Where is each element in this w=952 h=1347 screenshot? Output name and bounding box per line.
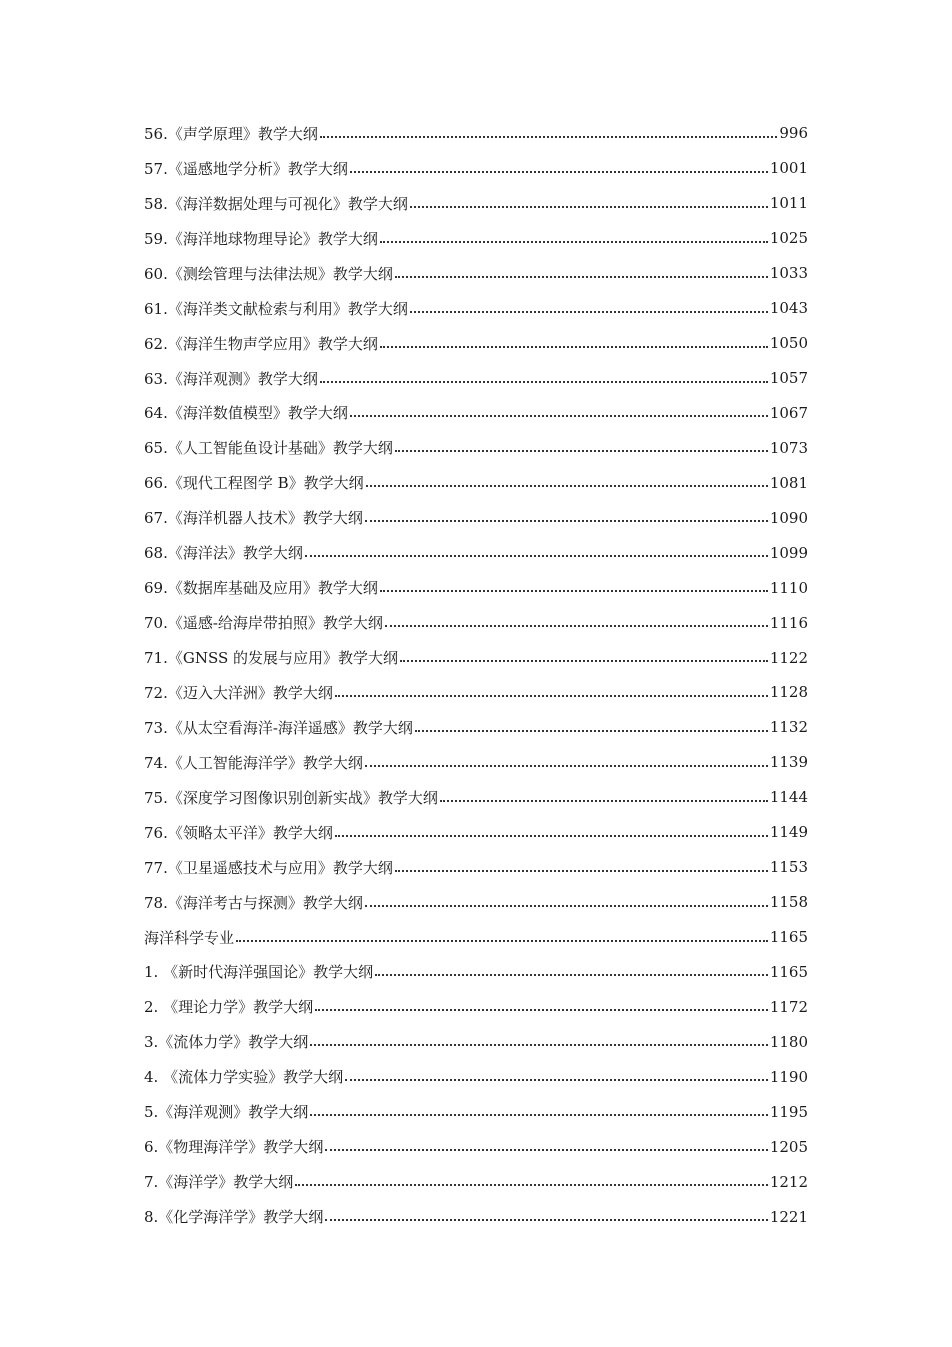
dot-leader [320, 366, 768, 383]
toc-entry-title: 5.《海洋观测》教学大纲 [144, 1103, 309, 1122]
toc-entry-page: 1139 [769, 753, 808, 772]
toc-entry-page: 1011 [769, 194, 808, 213]
toc-entry-title: 73.《从太空看海洋-海洋遥感》教学大纲 [144, 718, 413, 737]
toc-entry-page: 1001 [769, 159, 808, 178]
dot-leader [375, 959, 768, 976]
toc-entry-title: 6.《物理海洋学》教学大纲 [144, 1138, 324, 1157]
toc-entry-title: 77.《卫星遥感技术与应用》教学大纲 [144, 858, 393, 877]
toc-entry-page: 1165 [769, 928, 808, 947]
toc-entry[interactable] [144, 1199, 808, 1234]
toc-entry-title: 1. 《新时代海洋强国论》教学大纲 [144, 963, 374, 982]
toc-entry-page: 1099 [769, 543, 808, 562]
toc-entry-title: 61.《海洋类文献检索与利用》教学大纲 [144, 299, 408, 318]
toc-entry[interactable] [144, 116, 808, 151]
toc-entry[interactable] [144, 885, 808, 920]
toc-entry-title: 74.《人工智能海洋学》教学大纲 [144, 753, 363, 772]
dot-leader [385, 610, 768, 627]
toc-entry-title: 63.《海洋观测》教学大纲 [144, 369, 318, 388]
toc-entry-title: 7.《海洋学》教学大纲 [144, 1173, 294, 1192]
dot-leader [410, 191, 768, 208]
toc-entry[interactable] [144, 1094, 808, 1129]
toc-entry[interactable] [144, 396, 808, 431]
table-of-contents [144, 116, 808, 1234]
toc-entry[interactable] [144, 675, 808, 710]
dot-leader [325, 1204, 767, 1221]
toc-entry-page: 1195 [769, 1102, 808, 1121]
toc-entry-title: 62.《海洋生物声学应用》教学大纲 [144, 334, 378, 353]
toc-entry-title: 4. 《流体力学实验》教学大纲 [144, 1068, 344, 1087]
dot-leader [415, 715, 768, 732]
toc-entry[interactable] [144, 640, 808, 675]
dot-leader [395, 855, 768, 872]
toc-entry[interactable] [144, 151, 808, 186]
toc-entry[interactable] [144, 1059, 808, 1094]
toc-entry[interactable] [144, 291, 808, 326]
toc-entry[interactable] [144, 361, 808, 396]
toc-entry-title: 67.《海洋机器人技术》教学大纲 [144, 509, 363, 528]
dot-leader [305, 540, 768, 557]
dot-leader [440, 785, 768, 802]
toc-entry-title: 70.《遥感-给海岸带拍照》教学大纲 [144, 614, 383, 633]
toc-entry-page: 1172 [769, 997, 808, 1016]
dot-leader [310, 1099, 767, 1116]
toc-entry[interactable] [144, 850, 808, 885]
toc-entry-page: 1132 [769, 718, 808, 737]
toc-entry-page: 1205 [769, 1137, 808, 1156]
toc-entry[interactable] [144, 221, 808, 256]
toc-entry-title: 75.《深度学习图像识别创新实战》教学大纲 [144, 788, 438, 807]
toc-entry-page: 1025 [769, 229, 808, 248]
toc-entry-page: 1073 [769, 438, 808, 457]
dot-leader [236, 925, 768, 942]
toc-entry-page: 1180 [769, 1032, 808, 1051]
toc-entry-title: 71.《GNSS 的发展与应用》教学大纲 [144, 649, 399, 668]
dot-leader [315, 994, 768, 1011]
toc-entry[interactable] [144, 186, 808, 221]
toc-entry-title: 68.《海洋法》教学大纲 [144, 544, 303, 563]
toc-entry[interactable] [144, 535, 808, 570]
dot-leader [335, 820, 768, 837]
dot-leader [320, 121, 778, 138]
toc-entry[interactable] [144, 430, 808, 465]
dot-leader [395, 435, 768, 452]
toc-entry-page: 1153 [769, 858, 808, 877]
toc-entry[interactable] [144, 1129, 808, 1164]
toc-entry[interactable] [144, 989, 808, 1024]
toc-entry[interactable] [144, 815, 808, 850]
toc-entry[interactable] [144, 256, 808, 291]
toc-entry-page: 1033 [769, 264, 808, 283]
toc-entry-page: 1128 [769, 683, 808, 702]
dot-leader [365, 750, 768, 767]
toc-entry[interactable] [144, 465, 808, 500]
toc-entry[interactable] [144, 745, 808, 780]
toc-entry-page: 1050 [769, 334, 808, 353]
toc-entry-title: 78.《海洋考古与探测》教学大纲 [144, 893, 363, 912]
toc-entry[interactable] [144, 326, 808, 361]
toc-entry-page: 1057 [769, 369, 808, 388]
dot-leader [380, 575, 768, 592]
dot-leader [395, 261, 768, 278]
toc-entry-title: 8.《化学海洋学》教学大纲 [144, 1208, 324, 1227]
dot-leader [325, 1134, 767, 1151]
toc-entry-page: 1221 [769, 1207, 808, 1226]
toc-entry-page: 1144 [769, 788, 808, 807]
toc-section-title: 海洋科学专业 [144, 928, 235, 947]
dot-leader [366, 470, 768, 487]
toc-entry[interactable] [144, 500, 808, 535]
toc-entry-title: 69.《数据库基础及应用》教学大纲 [144, 579, 378, 598]
toc-entry-title: 76.《领略太平洋》教学大纲 [144, 823, 333, 842]
toc-entry-title: 57.《遥感地学分析》教学大纲 [144, 159, 348, 178]
toc-entry[interactable] [144, 605, 808, 640]
dot-leader [365, 890, 768, 907]
dot-leader [380, 331, 768, 348]
toc-entry[interactable] [144, 710, 808, 745]
toc-entry-page: 1090 [769, 508, 808, 527]
toc-entry-page: 1212 [769, 1172, 808, 1191]
toc-entry-page: 1043 [769, 299, 808, 318]
dot-leader [295, 1169, 768, 1186]
dot-leader [345, 1064, 768, 1081]
toc-entry-page: 1067 [769, 403, 808, 422]
toc-entry[interactable] [144, 570, 808, 605]
toc-entry-title: 58.《海洋数据处理与可视化》教学大纲 [144, 194, 408, 213]
toc-entry-page: 1190 [769, 1067, 808, 1086]
dot-leader [380, 226, 768, 243]
toc-entry-page: 1110 [769, 578, 808, 597]
toc-entry-page: 1122 [769, 648, 808, 667]
toc-entry[interactable] [144, 780, 808, 815]
toc-entry-page: 1165 [769, 962, 808, 981]
toc-entry-page: 1158 [769, 893, 808, 912]
toc-entry-title: 60.《测绘管理与法律法规》教学大纲 [144, 264, 393, 283]
dot-leader [365, 505, 768, 522]
toc-section-heading[interactable] [144, 920, 808, 955]
toc-entry-title: 64.《海洋数值模型》教学大纲 [144, 404, 348, 423]
toc-entry-title: 56.《声学原理》教学大纲 [144, 124, 318, 143]
toc-entry-title: 59.《海洋地球物理导论》教学大纲 [144, 229, 378, 248]
toc-entry-page: 1116 [769, 613, 808, 632]
dot-leader [400, 645, 768, 662]
toc-entry-page: 1149 [769, 823, 808, 842]
toc-entry-title: 72.《迈入大洋洲》教学大纲 [144, 683, 333, 702]
toc-entry[interactable] [144, 955, 808, 990]
toc-entry-title: 3.《流体力学》教学大纲 [144, 1033, 309, 1052]
toc-entry-page: 996 [779, 124, 808, 143]
toc-entry[interactable] [144, 1164, 808, 1199]
toc-entry-page: 1081 [769, 473, 808, 492]
dot-leader [335, 680, 768, 697]
dot-leader [310, 1029, 767, 1046]
toc-entry-title: 65.《人工智能鱼设计基础》教学大纲 [144, 439, 393, 458]
toc-entry-title: 2. 《理论力学》教学大纲 [144, 998, 314, 1017]
dot-leader [350, 156, 768, 173]
toc-entry[interactable] [144, 1024, 808, 1059]
toc-entry-title: 66.《现代工程图学 B》教学大纲 [144, 474, 364, 493]
dot-leader [410, 296, 768, 313]
dot-leader [350, 400, 768, 417]
